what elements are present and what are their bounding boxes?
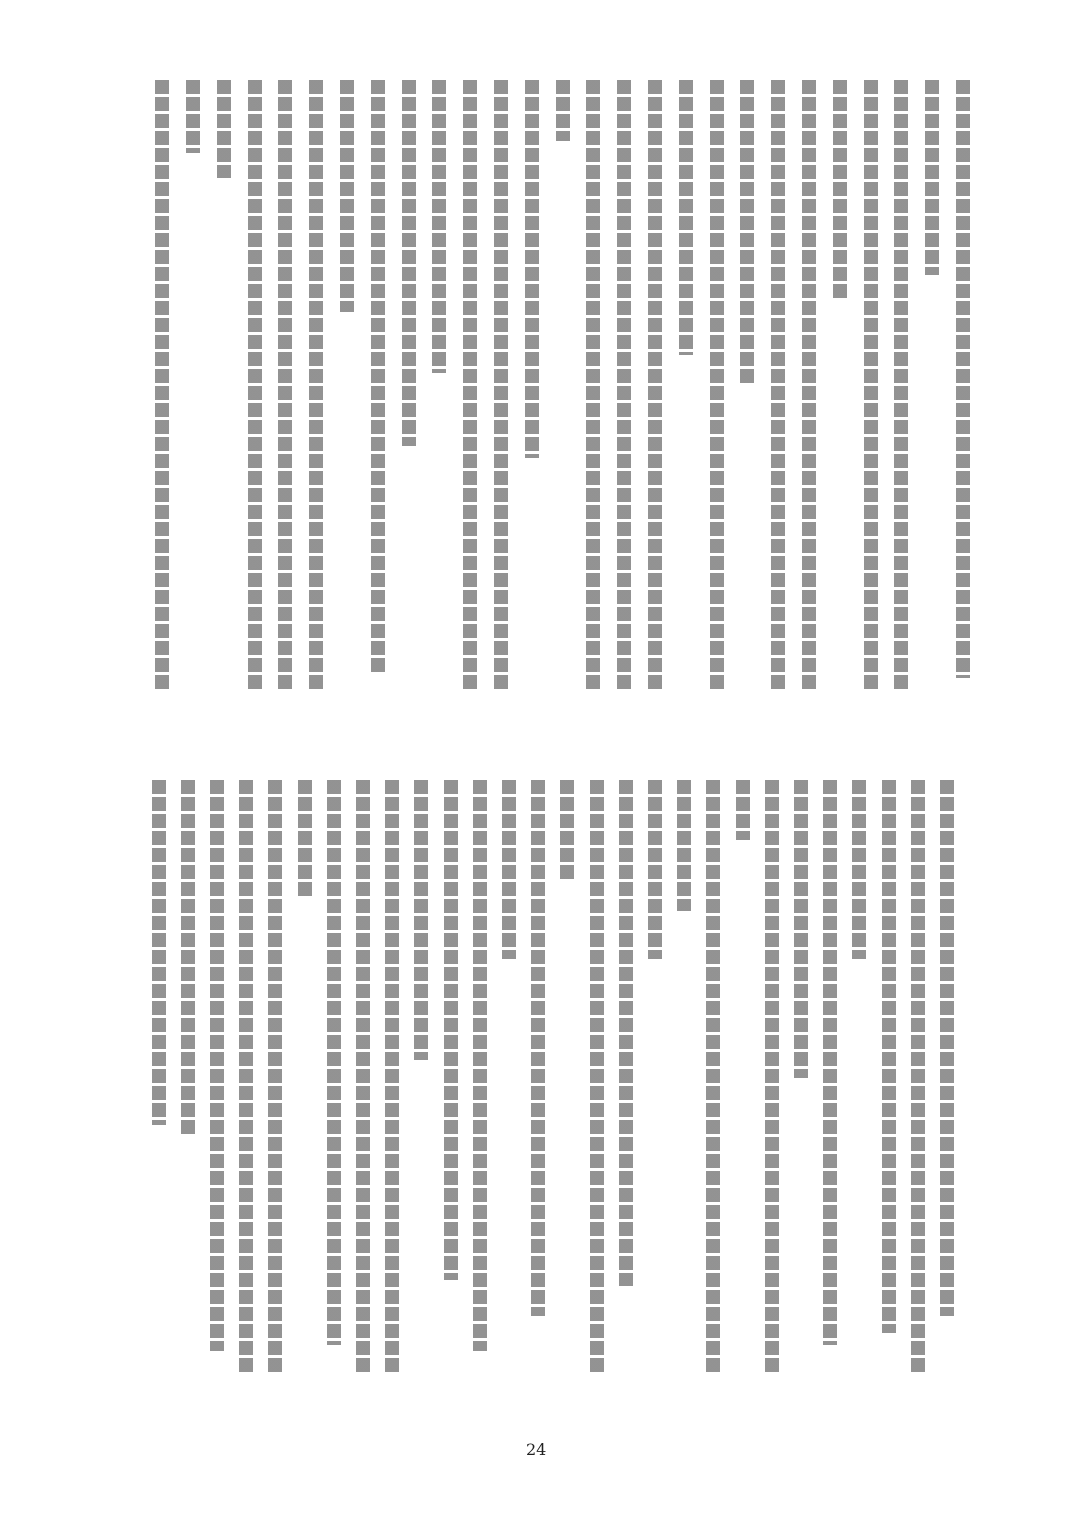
text-line (494, 80, 508, 690)
text-line (210, 780, 224, 1351)
text-line (648, 80, 662, 690)
text-line (186, 80, 200, 153)
text-line (473, 780, 487, 1351)
text-line (925, 80, 939, 275)
text-line (882, 780, 896, 1333)
text-line (894, 80, 908, 690)
text-line (414, 780, 428, 1060)
text-line (617, 80, 631, 690)
text-line (852, 780, 866, 959)
text-line (911, 780, 925, 1375)
text-line (864, 80, 878, 690)
text-line (823, 780, 837, 1345)
text-line (155, 80, 169, 690)
text-line (765, 780, 779, 1375)
text-line (385, 780, 399, 1375)
text-line (531, 780, 545, 1316)
text-line (648, 780, 662, 959)
text-line (556, 80, 570, 141)
text-line (181, 780, 195, 1137)
text-line (833, 80, 847, 300)
text-line (217, 80, 231, 178)
text-line (736, 780, 750, 840)
text-line (677, 780, 691, 911)
text-line (679, 80, 693, 355)
text-line (432, 80, 446, 373)
text-line (340, 80, 354, 312)
text-line (590, 780, 604, 1375)
text-line (771, 80, 785, 690)
text-line (560, 780, 574, 881)
text-line (502, 780, 516, 959)
text-line (356, 780, 370, 1375)
text-line (940, 780, 954, 1316)
text-line (327, 780, 341, 1345)
text-line (371, 80, 385, 672)
text-line (619, 780, 633, 1286)
text-line (268, 780, 282, 1375)
text-line (239, 780, 253, 1375)
text-line (298, 780, 312, 899)
text-line (248, 80, 262, 690)
text-line (278, 80, 292, 690)
text-line (152, 780, 166, 1125)
text-line (309, 80, 323, 690)
text-line (710, 80, 724, 690)
text-line (402, 80, 416, 446)
text-line (794, 780, 808, 1078)
page-number: 24 (526, 1440, 547, 1459)
text-line (525, 80, 539, 458)
text-line (444, 780, 458, 1280)
text-line (802, 80, 816, 690)
text-line (740, 80, 754, 385)
text-line (956, 80, 970, 678)
text-line (463, 80, 477, 690)
text-line (706, 780, 720, 1375)
text-line (586, 80, 600, 690)
